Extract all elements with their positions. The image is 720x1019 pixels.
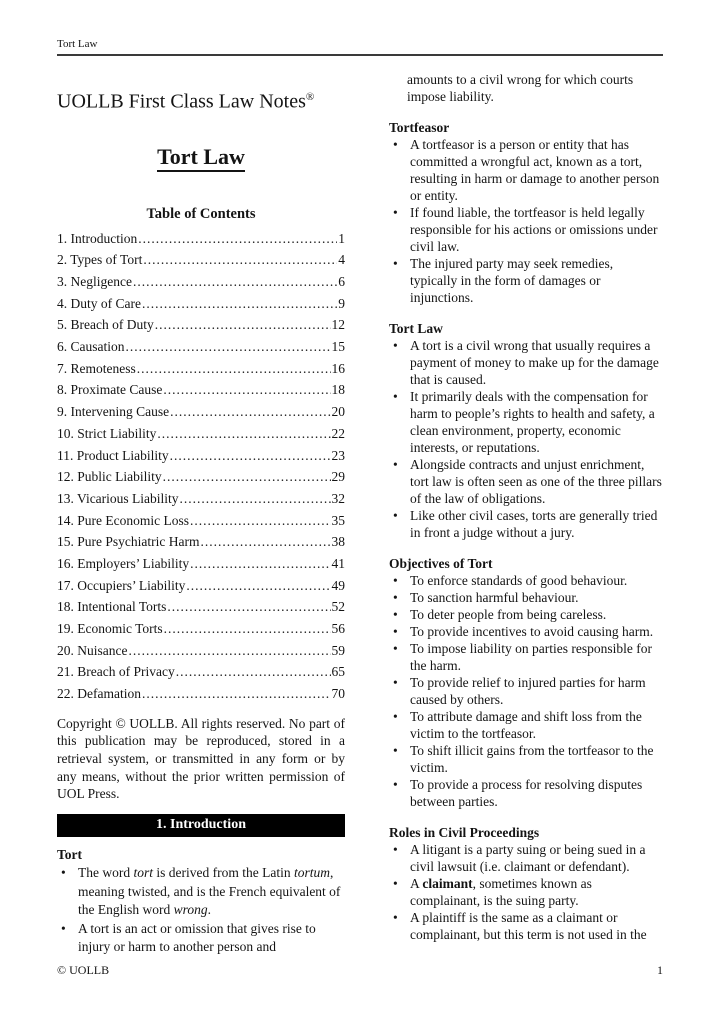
- toc-dot-leader: [126, 336, 331, 358]
- toc-dot-leader: [143, 249, 337, 271]
- bullet-item: • It primarily deals with the compensation for harm to people’s rights to health and safety, a clean environment, property, economic interests, or reputations.: [389, 388, 663, 456]
- toc-dot-leader: [186, 575, 330, 597]
- content-section: [389, 824, 663, 943]
- bullet-item: • A litigant is a party suing or being sued in a civil lawsuit (i.e. claimant or defendant).: [389, 841, 663, 875]
- toc-entry: [57, 488, 345, 510]
- toc-entry: [57, 683, 345, 705]
- toc-dot-leader: [137, 358, 331, 380]
- bullet-item: • A claimant, sometimes known as complainant, is the suing party.: [389, 875, 663, 909]
- bullet-item: • Like other civil cases, torts are generally tried in front a judge without a jury.: [389, 507, 663, 541]
- toc-entry-page: 32: [331, 490, 345, 506]
- toc-entry: [57, 336, 345, 358]
- toc-entry-page: 65: [331, 664, 345, 680]
- toc-entry-label: 2. Types of Tort: [57, 252, 143, 268]
- section-heading: Objectives of Tort: [389, 556, 493, 571]
- toc-dot-leader: [176, 661, 331, 683]
- content-section: [389, 119, 663, 306]
- toc-entry-page: 20: [331, 404, 345, 420]
- toc-entry-page: 23: [331, 447, 345, 463]
- bullet-item: • A tortfeasor is a person or entity that has committed a wrongful act, known as a tort, resulting in harm or damage to another person or entity.: [389, 136, 663, 204]
- left-column: [57, 71, 345, 957]
- toc-entry: [57, 531, 345, 553]
- toc-dot-leader: [142, 293, 337, 315]
- bullet-item: • A plaintiff is the same as a claimant or complainant, but this term is not used in the: [389, 909, 663, 943]
- right-column: [389, 71, 663, 957]
- copyright-notice: Copyright © UOLLB. All rights reserved. No part of this publication may be reproduced, stored in a retrieval system, or transmitted in any form or by any means, without the prior written permission of UOL Press.: [57, 715, 345, 802]
- running-footer: [57, 963, 663, 977]
- section-heading: Tort Law: [389, 321, 443, 336]
- toc-entry-label: 22. Defamation: [57, 686, 141, 702]
- toc-dot-leader: [167, 596, 330, 618]
- toc-entry-page: 29: [331, 469, 345, 485]
- toc-entry: [57, 553, 345, 575]
- bullet-list: [389, 841, 663, 943]
- bullet-list: [389, 136, 663, 306]
- toc-entry-label: 3. Negligence: [57, 274, 132, 290]
- footer-page-number: 1: [657, 963, 663, 977]
- toc-entry: [57, 640, 345, 662]
- bullet-item: • To attribute damage and shift loss from the victim to the tortfeasor.: [389, 708, 663, 742]
- bullet-item: • To provide a process for resolving disputes between parties.: [389, 776, 663, 810]
- toc-entry-page: 12: [331, 317, 345, 333]
- section-banner: 1. Introduction: [57, 814, 345, 837]
- toc-entry-label: 16. Employers’ Liability: [57, 555, 190, 571]
- toc-dot-leader: [170, 401, 330, 423]
- toc-entry: [57, 293, 345, 315]
- toc-entry-page: 35: [331, 512, 345, 528]
- toc-entry: [57, 314, 345, 336]
- toc-entry-label: 17. Occupiers’ Liability: [57, 577, 186, 593]
- toc-entry: [57, 423, 345, 445]
- toc-entry-page: 56: [331, 621, 345, 637]
- toc-dot-leader: [190, 553, 330, 575]
- brand-title: [57, 85, 345, 114]
- section-heading: Roles in Civil Proceedings: [389, 825, 540, 840]
- toc-entry-page: 1: [338, 230, 345, 246]
- toc-entry-label: 14. Pure Economic Loss: [57, 512, 189, 528]
- document-title-text: Tort Law: [157, 144, 245, 172]
- bullet-item: • To provide relief to injured parties for harm caused by others.: [389, 674, 663, 708]
- two-column-body: [57, 71, 663, 957]
- right-sections: [389, 119, 663, 943]
- running-header: [57, 0, 663, 56]
- bullet-item: • Alongside contracts and unjust enrichment, tort law is often seen as one of the three pillars of the law of obligations.: [389, 456, 663, 507]
- toc-entry-label: 5. Breach of Duty: [57, 317, 154, 333]
- bullet-list: [57, 864, 345, 957]
- bullet-item: • To shift illicit gains from the tortfeasor to the victim.: [389, 742, 663, 776]
- document-title: [57, 144, 345, 170]
- toc-dot-leader: [200, 531, 330, 553]
- bullet-item: • A tort is a civil wrong that usually requires a payment of money to make up for the damage that is caused.: [389, 337, 663, 388]
- bullet-item: • To impose liability on parties responsible for the harm.: [389, 640, 663, 674]
- toc-entry: [57, 661, 345, 683]
- toc-entry: [57, 618, 345, 640]
- toc-dot-leader: [170, 445, 331, 467]
- toc-entry-label: 18. Intentional Torts: [57, 599, 167, 615]
- toc-entry: [57, 445, 345, 467]
- toc-dot-leader: [190, 510, 331, 532]
- running-header-title: Tort Law: [57, 38, 98, 50]
- toc-entry-page: 59: [331, 642, 345, 658]
- toc-entry: [57, 466, 345, 488]
- content-section: [57, 846, 345, 957]
- left-sections: [57, 846, 345, 957]
- toc-entry-label: 8. Proximate Cause: [57, 382, 163, 398]
- toc-entry: [57, 228, 345, 250]
- toc-dot-leader: [142, 683, 331, 705]
- toc-entry: [57, 358, 345, 380]
- content-section: [389, 320, 663, 541]
- bullet-item: • The word tort is derived from the Latin tortum, meaning twisted, and is the French equivalent of the English word wrong.: [57, 864, 345, 920]
- toc-entry-page: 22: [331, 425, 345, 441]
- registered-mark: ®: [305, 91, 315, 103]
- footer-copyright: © UOLLB: [57, 963, 110, 977]
- toc-entry-label: 6. Causation: [57, 339, 125, 355]
- toc-entry-page: 18: [331, 382, 345, 398]
- toc-dot-leader: [155, 314, 331, 336]
- toc-entry-label: 4. Duty of Care: [57, 295, 141, 311]
- bullet-list: [389, 572, 663, 810]
- brand-title-text: UOLLB First Class Law Notes: [57, 90, 306, 113]
- toc-entry-label: 7. Remoteness: [57, 360, 136, 376]
- toc-entry: [57, 401, 345, 423]
- section-heading: Tort: [57, 846, 83, 862]
- toc-entry-label: 10. Strict Liability: [57, 425, 157, 441]
- bullet-item: • To provide incentives to avoid causing harm.: [389, 623, 663, 640]
- toc-dot-leader: [164, 618, 331, 640]
- content-section: [389, 555, 663, 810]
- toc-entry-page: 41: [331, 555, 345, 571]
- bullet-item: • To enforce standards of good behaviour.: [389, 572, 663, 589]
- bullet-item: • The injured party may seek remedies, typically in the form of damages or injunctions.: [389, 255, 663, 306]
- bullet-list: [389, 337, 663, 541]
- toc-dot-leader: [157, 423, 330, 445]
- bullet-item: • To sanction harmful behaviour.: [389, 589, 663, 606]
- section-heading: Tortfeasor: [389, 120, 450, 135]
- bullet-item: • To deter people from being careless.: [389, 606, 663, 623]
- toc-entry-label: 21. Breach of Privacy: [57, 664, 175, 680]
- toc-entry-label: 1. Introduction: [57, 230, 138, 246]
- toc-dot-leader: [138, 228, 337, 250]
- toc-dot-leader: [163, 379, 330, 401]
- toc-entry-label: 12. Public Liability: [57, 469, 162, 485]
- toc-entry-page: 49: [331, 577, 345, 593]
- toc-heading: Table of Contents: [146, 205, 256, 222]
- toc-entry-page: 15: [331, 339, 345, 355]
- toc-entry: [57, 249, 345, 271]
- toc-entry-page: 16: [331, 360, 345, 376]
- toc-entry: [57, 596, 345, 618]
- toc-entry-page: 52: [331, 599, 345, 615]
- toc-dot-leader: [133, 271, 337, 293]
- toc-entry-page: 4: [338, 252, 345, 268]
- toc-entry-label: 11. Product Liability: [57, 447, 169, 463]
- toc-list: [57, 228, 345, 705]
- toc-dot-leader: [128, 640, 330, 662]
- toc-entry-page: 70: [331, 686, 345, 702]
- toc-entry: [57, 575, 345, 597]
- toc-entry-label: 9. Intervening Cause: [57, 404, 170, 420]
- toc-entry-page: 9: [338, 295, 345, 311]
- bullet-item: • A tort is an act or omission that gives rise to injury or harm to another person and: [57, 920, 345, 957]
- toc-entry: [57, 271, 345, 293]
- bullet-item: • If found liable, the tortfeasor is held legally responsible for his actions or omissions under civil law.: [389, 204, 663, 255]
- toc-entry-label: 20. Nuisance: [57, 642, 128, 658]
- continuation-text: amounts to a civil wrong for which courts impose liability.: [407, 72, 634, 104]
- toc-dot-leader: [163, 466, 331, 488]
- toc-entry-label: 19. Economic Torts: [57, 621, 163, 637]
- toc-entry: [57, 379, 345, 401]
- toc-entry-label: 15. Pure Psychiatric Harm: [57, 534, 200, 550]
- toc-entry-page: 6: [338, 274, 345, 290]
- toc-dot-leader: [180, 488, 331, 510]
- toc-entry-label: 13. Vicarious Liability: [57, 490, 179, 506]
- toc-entry: [57, 510, 345, 532]
- toc-entry-page: 38: [331, 534, 345, 550]
